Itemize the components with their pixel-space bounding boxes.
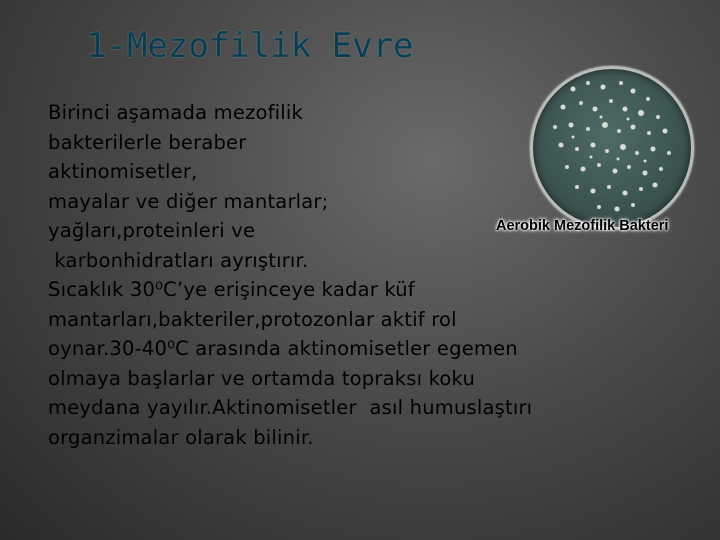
image-caption: Aerobik Mezofilik Bakteri: [496, 218, 669, 234]
body-line: mayalar ve diğer mantarlar;: [48, 189, 329, 213]
body-line: yağları,proteinleri ve: [48, 219, 256, 242]
body-line: oynar.30-40⁰C arasında aktinomisetler egemen: [48, 337, 518, 360]
body-line: organzimalar olarak bilinir.: [48, 425, 314, 449]
slide-title: 1-Mezofilik Evre: [86, 26, 414, 66]
body-line: olmaya başlarlar ve ortamda topraksı koku: [48, 366, 476, 390]
body-line: Birinci aşamada mezofilik: [48, 101, 304, 124]
body-line: mantarları,bakteriler,protozonlar aktif rol: [48, 307, 457, 331]
slide-body-text: [48, 98, 688, 452]
body-line: Sıcaklık 30⁰C’ye erişinceye kadar küf: [48, 278, 415, 301]
body-line: karbonhidratları ayrıştırır.: [48, 248, 309, 272]
body-line: meydana yayılır.Aktinomisetler asıl humuslaştırı: [48, 396, 533, 419]
body-line: aktinomisetler,: [48, 160, 198, 183]
body-line: bakterilerle beraber: [48, 130, 247, 154]
